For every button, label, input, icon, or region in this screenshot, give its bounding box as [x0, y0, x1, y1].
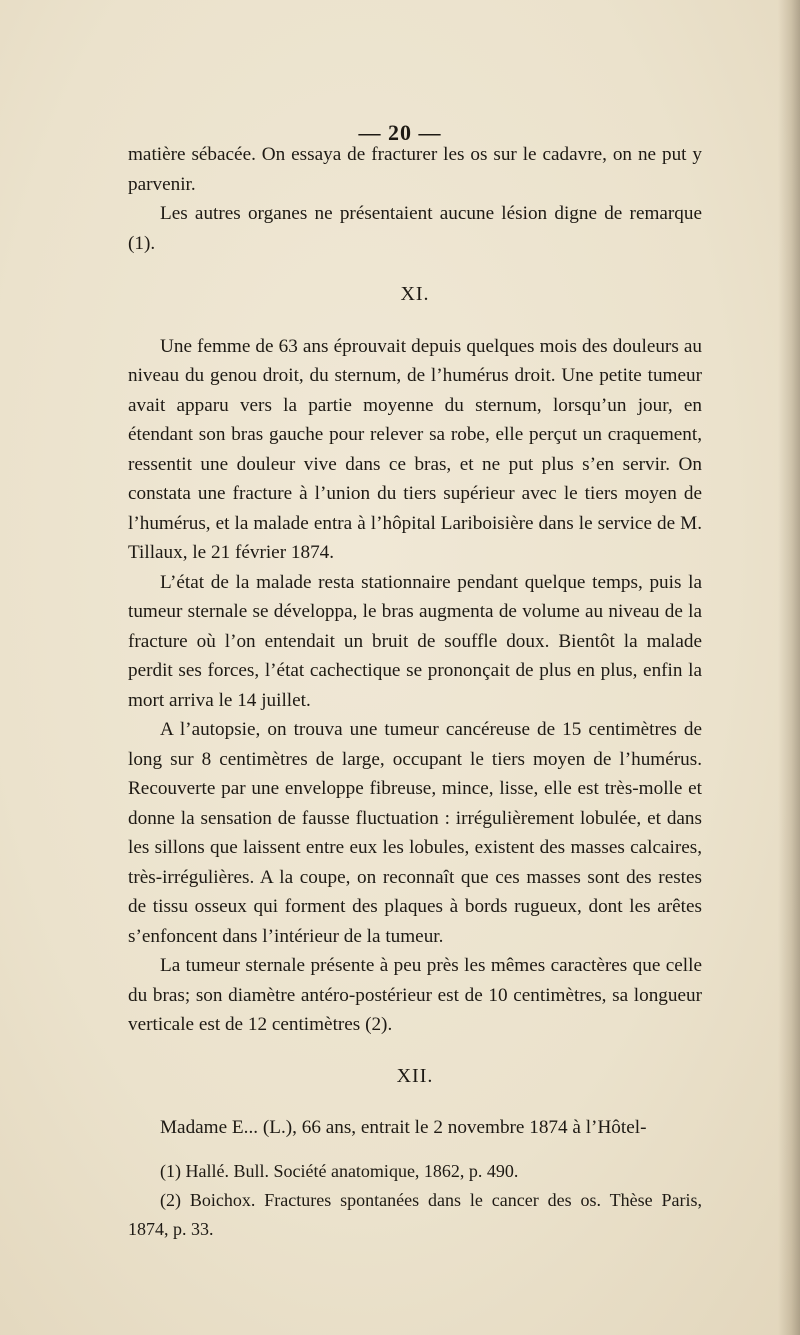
- paragraph-case-xii-start: Madame E... (L.), 66 ans, entrait le 2 novembre 1874 à l’Hôtel-: [160, 1117, 647, 1138]
- footnote-2: (2) Boichox. Fractures spontanées dans le cancer des os. Thèse Paris, 1874, p. 33.: [128, 1189, 702, 1239]
- page-body: [128, 140, 702, 1244]
- footnotes: [128, 1157, 702, 1244]
- section-heading-xii: XII.: [396, 1064, 434, 1087]
- paragraph-other-organs: Les autres organes ne présentaient aucune lésion digne de remarque (1).: [128, 203, 702, 254]
- footnote-1: (1) Hallé. Bull. Société anatomique, 1862, p. 490.: [160, 1160, 519, 1181]
- page-edge-shadow: [778, 0, 800, 1335]
- paragraph-case-xi-history: Une femme de 63 ans éprouvait depuis quelques mois des douleurs au niveau du genou droit, du sternum, de l’humérus droit. Une petite tumeur avait apparu vers la partie moyenne du sternum, lorsqu’un jour, en étendant son bras gauche pour relever sa robe, elle perçut un craquement, ressentit une douleur vive dans ce bras, et ne put plus s’en servir. On constata une fracture à l’union du tiers supérieur avec le tiers moyen de l’humérus, et la malade entra à l’hôpital Lariboisière dans le service de M. Tillaux, le 21 février 1874.: [128, 335, 702, 563]
- paragraph-case-xi-sternal-tumor: La tumeur sternale présente à peu près les mêmes caractères que celle du bras; son diamètre antéro-postérieur est de 10 centimètres, sa longueur verticale est de 12 centimètres (2).: [128, 955, 702, 1035]
- paragraph-case-xi-progression: L’état de la malade resta stationnaire pendant quelque temps, puis la tumeur sternale se développa, le bras augmenta de volume au niveau de la fracture où l’on entendait un bruit de souffle doux. Bientôt la malade perdit ses forces, l’état cachectique se prononçait de plus en plus, enfin la mort arriva le 14 juillet.: [128, 571, 702, 711]
- page-number: — 20 —: [358, 120, 442, 145]
- paragraph-continuation: matière sébacée. On essaya de fracturer les os sur le cadavre, on ne put y parvenir.: [128, 144, 702, 195]
- section-heading-xi: XI.: [400, 283, 430, 305]
- paragraph-case-xi-autopsy: A l’autopsie, on trouva une tumeur cancéreuse de 15 centimètres de long sur 8 centimètres de large, occupant le tiers moyen de l’humérus. Recouverte par une enveloppe fibreuse, mince, lisse, elle est très-molle et donne la sensation de fausse fluctuation : irrégulièrement lobulée, et dans les sillons que laissent entre eux les lobules, existent des masses calcaires, très-irrégulières. A la coupe, on reconnaît que ces masses sont des restes de tissu osseux qui forment des plaques à bords rugueux, dont les arêtes s’enfoncent dans l’intérieur de la tumeur.: [128, 719, 702, 947]
